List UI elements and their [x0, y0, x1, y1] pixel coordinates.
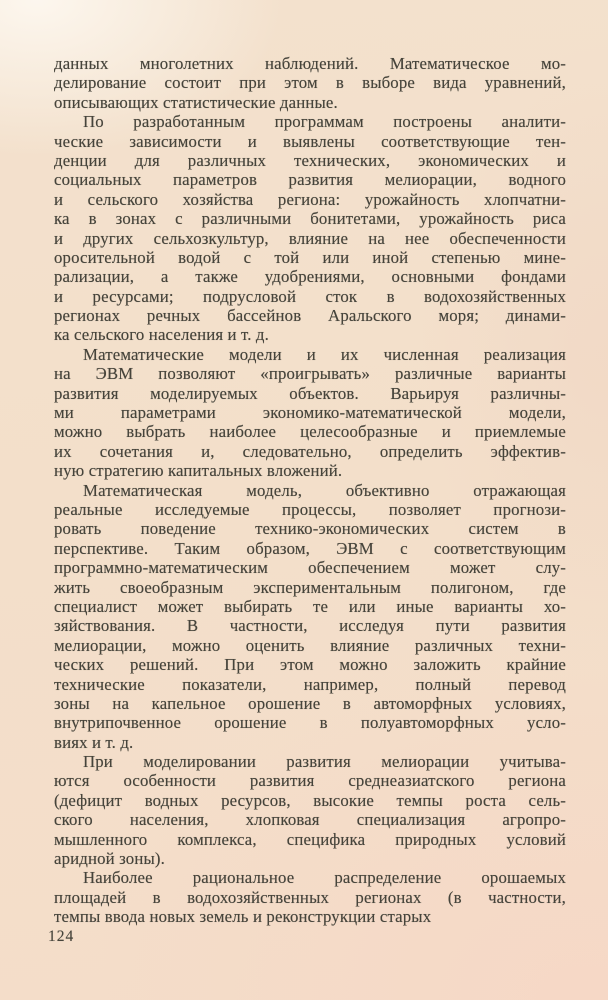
- text-line: мелиорации, можно оценить влияние различных техни-: [54, 635, 566, 655]
- text-line: площадей в водохозяйственных регионах (в частности,: [54, 887, 566, 907]
- text-line: можно выбрать наиболее целесообразные и приемлемые: [54, 422, 566, 442]
- text-line: ми параметрами экономико-математической модели,: [54, 403, 566, 423]
- text-line: на ЭВМ позволяют «проигрывать» различные варианты: [54, 364, 566, 384]
- text-line: социальных параметров развития мелиорации, водного: [54, 170, 566, 190]
- text-line: Наиболее рациональное распределение орошаемых: [83, 868, 566, 888]
- text-line: развития моделируемых объектов. Варьируя различны-: [54, 383, 566, 403]
- page-number: 124: [48, 928, 75, 945]
- text-line: виях и т. д.: [54, 732, 134, 752]
- paragraph: [54, 112, 566, 345]
- text-line: мышленного комплекса, специфика природных условий: [54, 829, 566, 849]
- text-line: и других сельхозкультур, влияние на нее обеспеченности: [54, 228, 566, 248]
- text-line: регионах речных бассейнов Аральского моря; динами-: [54, 306, 566, 326]
- paragraph: [54, 54, 566, 112]
- text-line: оросительной водой с той или иной степенью мине-: [54, 247, 566, 267]
- paragraph: [54, 481, 566, 752]
- text-line: ную стратегию капитальных вложений.: [54, 461, 343, 481]
- text-line: данных многолетних наблюдений. Математическое мо-: [54, 54, 566, 73]
- text-line: реальные исследуемые процессы, позволяет прогнози-: [54, 499, 566, 519]
- text-line: ского населения, хлопковая специализация агропро-: [54, 810, 566, 830]
- text-block: [54, 54, 566, 927]
- text-line: и ресурсами; подрусловой сток в водохозяйственных: [54, 286, 566, 306]
- text-line: ческие зависимости и выявлены соответствующие тен-: [54, 131, 566, 151]
- text-line: темпы ввода новых земель и реконструкции старых: [54, 907, 432, 927]
- text-line: внутрипочвенное орошение в полуавтоморфных усло-: [54, 713, 566, 733]
- text-line: (дефицит водных ресурсов, высокие темпы роста сель-: [54, 790, 566, 810]
- text-line: специалист может выбирать те или иные варианты хо-: [54, 596, 566, 616]
- text-line: и сельского хозяйства региона: урожайность хлопчатни-: [54, 189, 566, 209]
- text-line: делирование состоит при этом в выборе вида уравнений,: [54, 73, 566, 93]
- paragraph: [54, 345, 566, 481]
- text-line: При моделировании развития мелиорации учитыва-: [83, 752, 566, 772]
- text-line: ровать поведение технико-экономических систем в: [54, 519, 566, 539]
- paragraph: [54, 752, 566, 868]
- text-line: аридной зоны).: [54, 849, 165, 869]
- paragraph: [54, 868, 566, 926]
- text-line: денции для различных технических, экономических и: [54, 150, 566, 170]
- text-line: жить своеобразным экспериментальным полигоном, где: [54, 577, 566, 597]
- text-line: ка сельского населения и т. д.: [54, 325, 269, 345]
- text-line: зоны на капельное орошение в автоморфных условиях,: [54, 693, 566, 713]
- text-line: программно-математическим обеспечением может слу-: [54, 558, 566, 578]
- text-line: ка в зонах с различными бонитетами, урожайность риса: [54, 209, 566, 229]
- text-line: рализации, а также удобрениями, основными фондами: [54, 267, 566, 287]
- text-line: Математическая модель, объективно отражающая: [83, 480, 566, 500]
- text-line: зяйствования. В частности, исследуя пути развития: [54, 616, 566, 636]
- text-line: перспективе. Таким образом, ЭВМ с соответствующим: [54, 538, 566, 558]
- text-line: ются особенности развития среднеазиатского региона: [54, 771, 566, 791]
- text-line: По разработанным программам построены аналити-: [83, 112, 566, 132]
- text-line: их сочетания и, следовательно, определить эффектив-: [54, 441, 566, 461]
- text-line: Математические модели и их численная реализация: [83, 344, 566, 364]
- text-line: описывающих статистические данные.: [54, 92, 338, 112]
- text-line: ческих решений. При этом можно заложить крайние: [54, 655, 566, 675]
- text-line: технические показатели, например, полный перевод: [54, 674, 566, 694]
